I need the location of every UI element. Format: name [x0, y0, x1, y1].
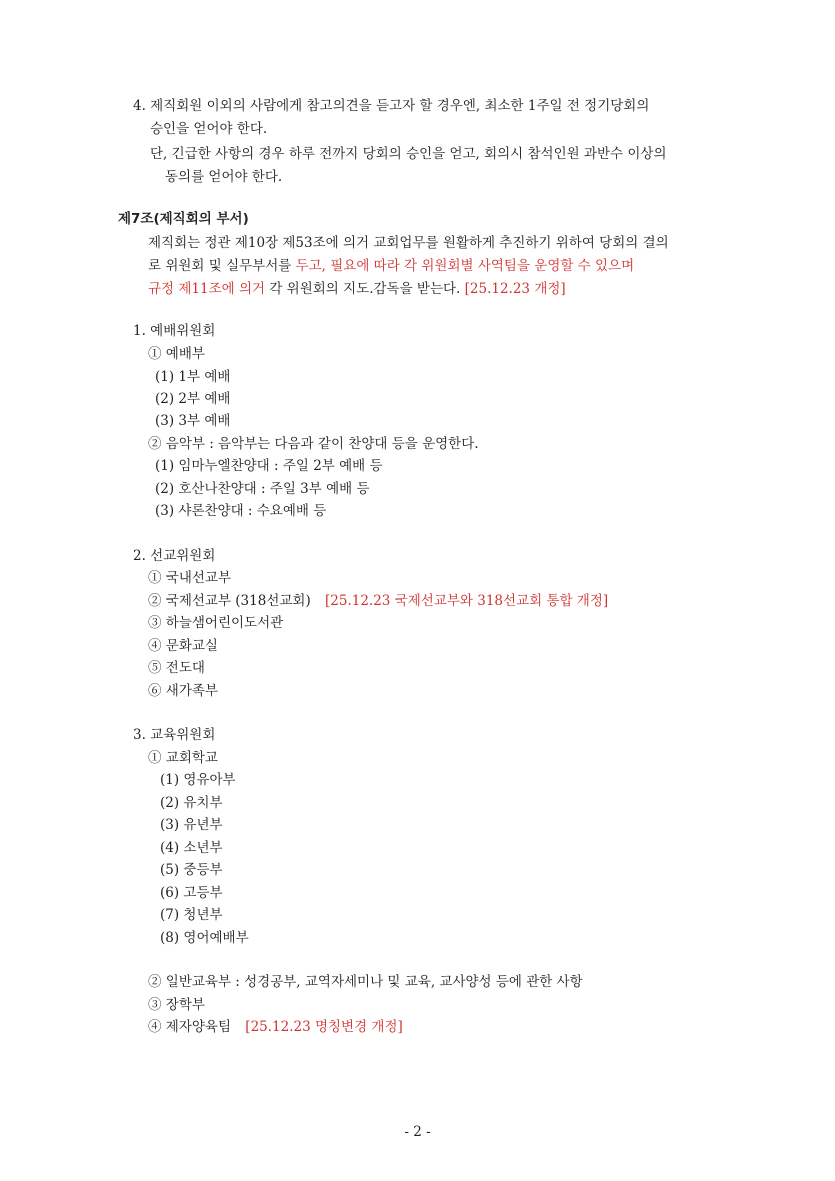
item4-line4: 동의를 얻어야 한다.: [165, 169, 283, 185]
article7-p3-amended: 규정 제11조에 의거: [148, 281, 266, 297]
item4-line3: 단, 긴급한 사항의 경우 하루 전까지 당회의 승인을 얻고, 회의시 참석인원 과반수 이상의: [150, 146, 667, 162]
article7-paragraph-line3: [148, 279, 566, 299]
item4-line2: 승인을 얻어야 한다.: [150, 121, 268, 137]
mission-dept-item: ③ 하늘샘어린이도서관: [148, 615, 284, 631]
article7-heading: 제7조(제직회의 부서): [118, 211, 249, 227]
mission-dept-item: [148, 591, 608, 611]
school-dept-item: (6) 고등부: [160, 885, 223, 901]
school-dept-item: (3) 유년부: [160, 817, 223, 833]
committee3-general-education: ② 일반교육부 : 성경공부, 교역자세미나 및 교육, 교사양성 등에 관한 사항: [148, 974, 583, 990]
intl-mission-label: ② 국제선교부 (318선교회): [148, 593, 311, 609]
committee1-music-dept: ② 음악부 : 음악부는 다음과 같이 찬양대 등을 운영한다.: [148, 436, 479, 452]
choir-item: (2) 호산나찬양대 : 주일 3부 예배 등: [155, 481, 370, 497]
committee2-title: 2. 선교위원회: [133, 548, 216, 564]
worship-service-item: (1) 1부 예배: [155, 369, 231, 385]
school-dept-item: (5) 중등부: [160, 862, 223, 878]
committee3-discipleship-team: [148, 1017, 403, 1037]
intl-mission-revision-note: [25.12.23 국제선교부와 318선교회 통합 개정]: [325, 593, 609, 609]
item4-line1: 4. 제직회원 이외의 사람에게 참고의견을 듣고자 할 경우엔, 최소한 1주일 전 정기당회의: [133, 98, 650, 114]
article7-p2-plain: 로 위원회 및 실무부서를: [148, 258, 296, 274]
mission-dept-item: ④ 문화교실: [148, 638, 218, 654]
discipleship-team-label: ④ 제자양육팀: [148, 1019, 231, 1035]
article7-paragraph-line1: 제직회는 정관 제10장 제53조에 의거 교회업무를 원활하게 추진하기 위하여 당회의 결의: [148, 235, 669, 251]
article7-paragraph-line2: [148, 256, 634, 276]
article7-revision-note: [25.12.23 개정]: [464, 281, 566, 297]
committee1-worship-dept: ① 예배부: [148, 346, 205, 362]
worship-service-item: (3) 3부 예배: [155, 413, 231, 429]
school-dept-item: (4) 소년부: [160, 840, 223, 856]
worship-service-item: (2) 2부 예배: [155, 391, 231, 407]
choir-item: (1) 임마누엘찬양대 : 주일 2부 예배 등: [155, 458, 383, 474]
discipleship-revision-note: [25.12.23 명칭변경 개정]: [245, 1019, 403, 1035]
mission-dept-item: ① 국내선교부: [148, 570, 231, 586]
committee3-scholarship: ③ 장학부: [148, 997, 205, 1013]
committee3-title: 3. 교육위원회: [133, 727, 216, 743]
mission-dept-item: ⑥ 새가족부: [148, 683, 218, 699]
article7-p3-plain: 각 위원회의 지도.감독을 받는다.: [265, 281, 465, 297]
page-number: - 2 -: [404, 1124, 431, 1140]
choir-item: (3) 샤론찬양대 : 수요예배 등: [155, 503, 327, 519]
school-dept-item: (1) 영유아부: [160, 772, 236, 788]
article7-p2-amended: 두고, 필요에 따라 각 위원회별 사역팀을 운영할 수 있으며: [295, 258, 635, 274]
school-dept-item: (8) 영어예배부: [160, 930, 249, 946]
school-dept-item: (2) 유치부: [160, 795, 223, 811]
committee3-church-school: ① 교회학교: [148, 750, 218, 766]
school-dept-item: (7) 청년부: [160, 907, 223, 923]
committee1-title: 1. 예배위원회: [133, 323, 216, 339]
mission-dept-item: ⑤ 전도대: [148, 660, 205, 676]
